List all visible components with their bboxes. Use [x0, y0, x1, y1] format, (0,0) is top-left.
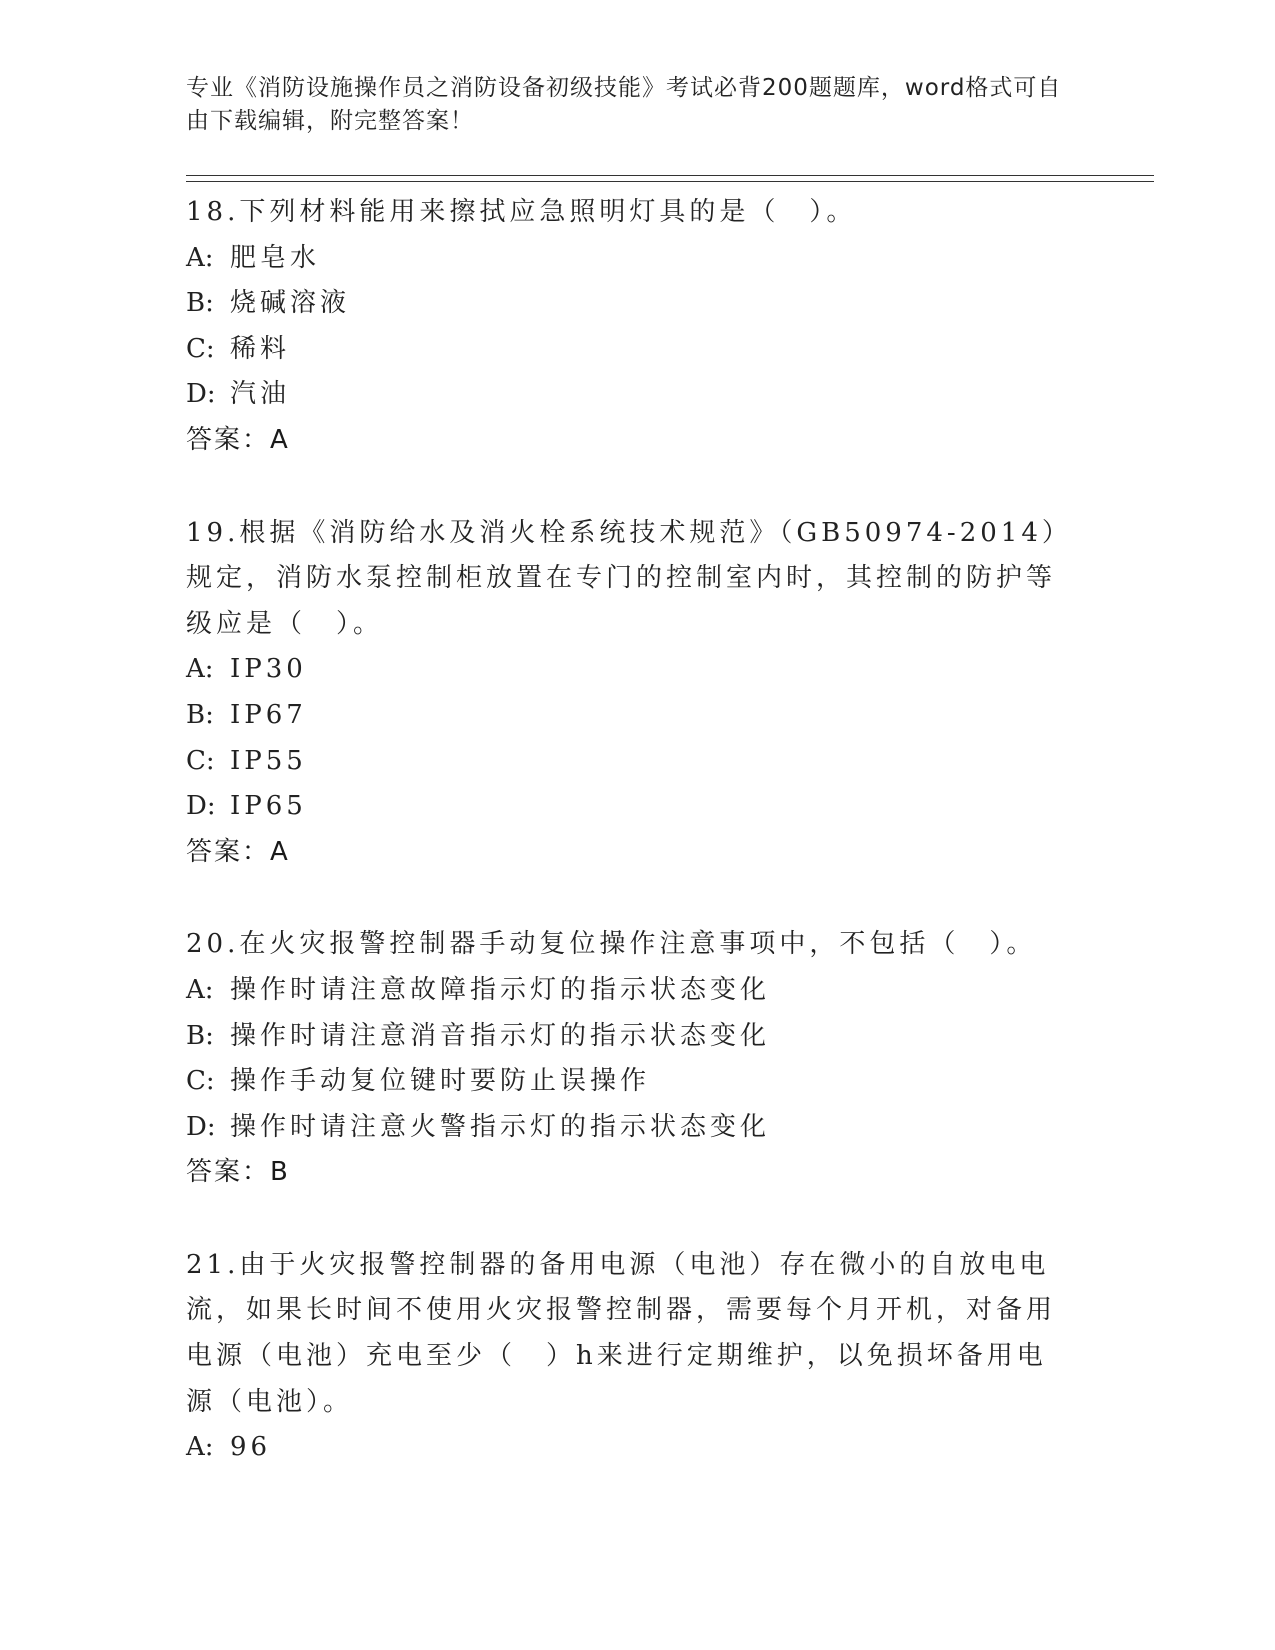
question-18	[186, 190, 1076, 464]
option-letter: C:	[186, 1066, 215, 1097]
question-list	[186, 190, 1076, 1471]
option-c	[186, 739, 1076, 785]
option-text: 稀料	[230, 333, 291, 364]
option-d	[186, 1105, 1076, 1151]
option-a	[186, 1425, 1076, 1471]
question-stem: 18.下列材料能用来擦拭应急照明灯具的是（ ）。	[186, 197, 857, 227]
page-header: 专业《消防设施操作员之消防设备初级技能》考试必背200题题库，word格式可自由下载编辑，附完整答案！	[186, 75, 1062, 134]
option-text: 96	[230, 1432, 272, 1463]
question-19	[186, 511, 1076, 876]
option-text: IP67	[230, 699, 307, 730]
option-d	[186, 372, 1076, 418]
option-letter: B:	[186, 699, 214, 730]
option-letter: A:	[186, 974, 214, 1005]
option-letter: D:	[186, 791, 216, 822]
option-text: 操作手动复位键时要防止误操作	[230, 1066, 651, 1097]
option-b	[186, 1014, 1076, 1060]
question-20	[186, 922, 1076, 1196]
option-letter: D:	[186, 379, 216, 410]
question-21	[186, 1243, 1076, 1471]
option-text: 汽油	[230, 379, 291, 410]
option-c	[186, 1059, 1076, 1105]
option-letter: D:	[186, 1111, 216, 1142]
option-letter: A:	[186, 242, 214, 273]
option-text: 操作时请注意消音指示灯的指示状态变化	[230, 1020, 771, 1051]
option-a	[186, 968, 1076, 1014]
option-letter: B:	[186, 1020, 214, 1051]
option-letter: A:	[186, 1432, 214, 1463]
option-letter: C:	[186, 745, 215, 776]
answer-line: 答案：A	[186, 836, 290, 867]
option-a	[186, 647, 1076, 693]
answer-line: 答案：B	[186, 1157, 290, 1188]
question-stem: 19.根据《消防给水及消火栓系统技术规范》（GB50974-2014）规定，消防水泵控制柜放置在专门的控制室内时，其控制的防护等级应是（ ）。	[186, 517, 1072, 639]
option-d	[186, 784, 1076, 830]
option-text: 操作时请注意故障指示灯的指示状态变化	[230, 974, 771, 1005]
option-c	[186, 327, 1076, 373]
option-text: 肥皂水	[230, 242, 321, 273]
option-letter: A:	[186, 654, 214, 685]
question-stem: 21.由于火灾报警控制器的备用电源（电池）存在微小的自放电电流，如果长时间不使用火灾报警控制器，需要每个月开机，对备用电源（电池）充电至少（ ）h来进行定期维护，以免损坏备用电源（电池）。	[186, 1249, 1057, 1417]
option-text: IP30	[230, 654, 307, 685]
option-text: IP55	[230, 745, 307, 776]
option-letter: C:	[186, 333, 215, 364]
question-stem: 20.在火灾报警控制器手动复位操作注意事项中，不包括（ ）。	[186, 929, 1037, 960]
option-a	[186, 236, 1076, 282]
option-text: 烧碱溶液	[230, 288, 351, 319]
option-b	[186, 281, 1076, 327]
header-rule-bottom	[186, 181, 1154, 182]
option-text: 操作时请注意火警指示灯的指示状态变化	[230, 1111, 771, 1142]
answer-line: 答案：A	[186, 424, 290, 455]
header-rule-top	[186, 175, 1154, 176]
option-letter: B:	[186, 288, 214, 319]
option-b	[186, 693, 1076, 739]
option-text: IP65	[230, 791, 307, 822]
